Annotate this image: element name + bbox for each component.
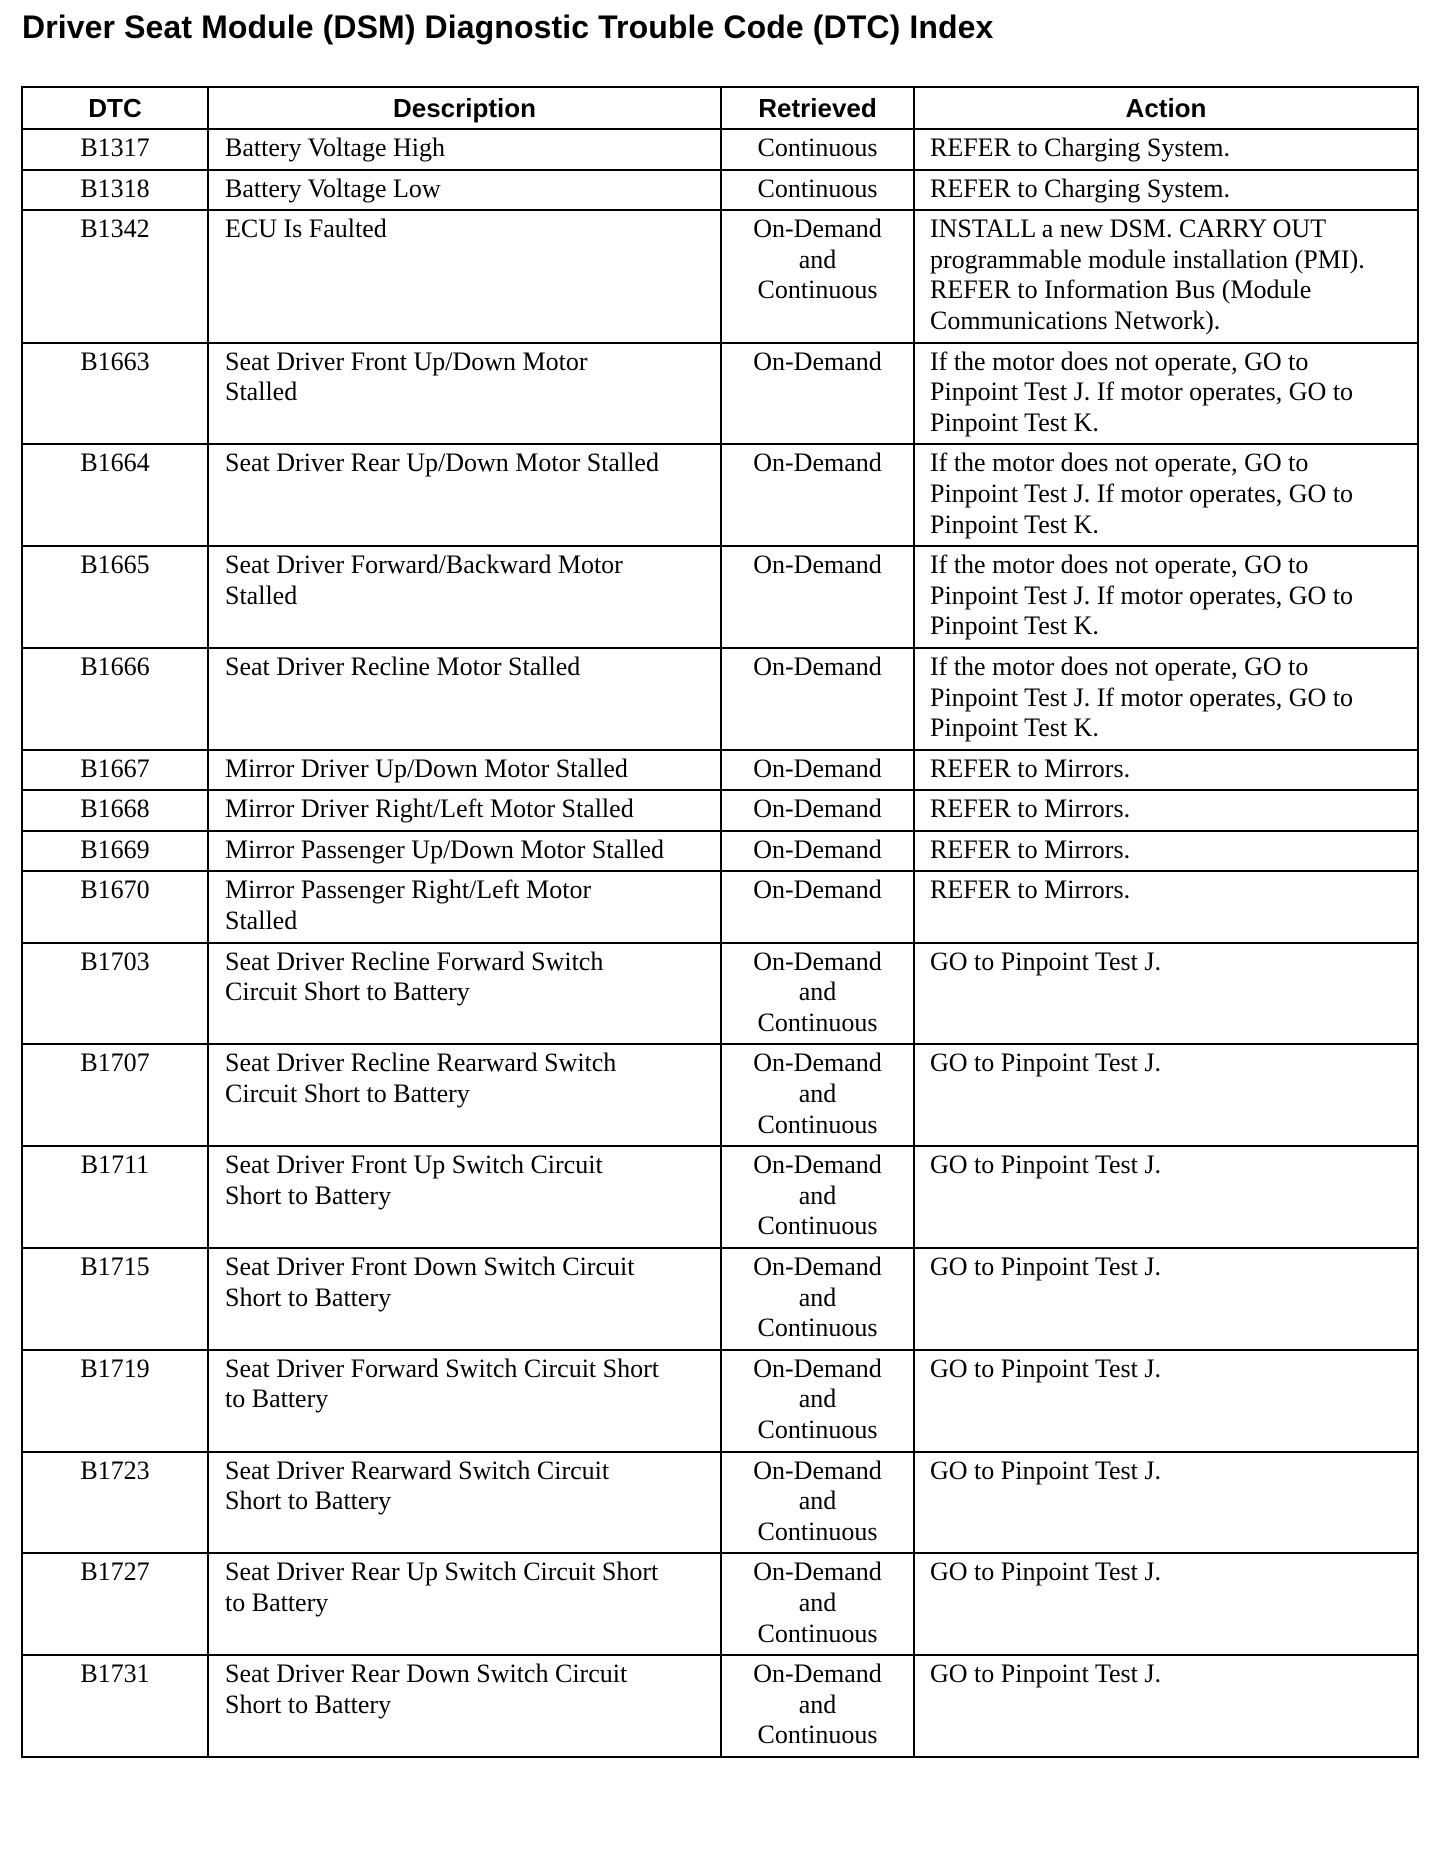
description-line: to Battery xyxy=(225,1587,329,1617)
retrieved-cell xyxy=(721,871,914,942)
action-line: REFER to Mirrors. xyxy=(930,753,1131,783)
description-line: Stalled xyxy=(225,906,298,936)
action-line: GO to Pinpoint Test J. xyxy=(930,946,1162,976)
retrieved-line: Continuous xyxy=(757,1211,878,1241)
retrieved-line: and xyxy=(798,1587,837,1617)
description-cell xyxy=(208,129,721,170)
column-header-retrieved: Retrieved xyxy=(721,87,914,129)
column-header-action: Action xyxy=(914,87,1418,129)
retrieved-line: Continuous xyxy=(757,1516,878,1546)
description-cell xyxy=(208,1044,721,1146)
dtc-code-cell: B1317 xyxy=(22,129,208,170)
description-line: Stalled xyxy=(225,580,298,610)
action-cell xyxy=(914,1655,1418,1757)
dtc-code-cell: B1664 xyxy=(22,444,208,546)
description-cell xyxy=(208,1452,721,1554)
description-line: Mirror Driver Up/Down Motor Stalled xyxy=(225,753,628,783)
description-line: Mirror Passenger Right/Left Motor xyxy=(225,875,592,905)
action-line: GO to Pinpoint Test J. xyxy=(930,1048,1162,1078)
table-row xyxy=(22,210,1418,342)
action-cell xyxy=(914,790,1418,831)
retrieved-line: Continuous xyxy=(757,275,878,305)
action-cell xyxy=(914,1452,1418,1554)
description-cell xyxy=(208,750,721,791)
description-line: Seat Driver Front Up/Down Motor xyxy=(225,346,588,376)
description-line: Seat Driver Forward/Backward Motor xyxy=(225,550,623,580)
action-line: Pinpoint Test J. If motor operates, GO to xyxy=(930,682,1354,712)
action-cell xyxy=(914,129,1418,170)
dtc-code-cell: B1670 xyxy=(22,871,208,942)
retrieved-line: and xyxy=(798,1282,837,1312)
table-row xyxy=(22,1655,1418,1757)
dtc-code-cell: B1731 xyxy=(22,1655,208,1757)
retrieved-line: and xyxy=(798,1079,837,1109)
action-line: Pinpoint Test K. xyxy=(930,509,1099,539)
action-line: GO to Pinpoint Test J. xyxy=(930,1455,1162,1485)
action-line: programmable module installation (PMI). xyxy=(930,244,1365,274)
dtc-code-cell: B1342 xyxy=(22,210,208,342)
column-header-description: Description xyxy=(208,87,721,129)
retrieved-cell xyxy=(721,129,914,170)
column-header-dtc: DTC xyxy=(22,87,208,129)
table-row xyxy=(22,1146,1418,1248)
table-row xyxy=(22,546,1418,648)
description-line: ECU Is Faulted xyxy=(225,214,387,244)
action-line: If the motor does not operate, GO to xyxy=(930,651,1309,681)
action-cell xyxy=(914,170,1418,211)
description-line: Battery Voltage Low xyxy=(225,173,441,203)
action-cell xyxy=(914,750,1418,791)
retrieved-line: On-Demand xyxy=(753,1252,882,1281)
dtc-code-cell: B1669 xyxy=(22,831,208,872)
table-header-row xyxy=(22,87,1418,129)
retrieved-line: Continuous xyxy=(757,1618,878,1648)
description-cell xyxy=(208,871,721,942)
retrieved-line: and xyxy=(798,1180,837,1210)
table-row xyxy=(22,790,1418,831)
retrieved-cell xyxy=(721,1248,914,1350)
description-line: Short to Battery xyxy=(225,1486,392,1516)
table-row xyxy=(22,444,1418,546)
action-cell xyxy=(914,648,1418,750)
retrieved-cell xyxy=(721,343,914,445)
retrieved-line: Continuous xyxy=(757,1109,878,1139)
retrieved-line: On-Demand xyxy=(753,346,882,376)
description-cell xyxy=(208,343,721,445)
action-line: Pinpoint Test K. xyxy=(930,713,1099,743)
description-cell xyxy=(208,648,721,750)
retrieved-cell xyxy=(721,831,914,872)
table-row xyxy=(22,1248,1418,1350)
retrieved-cell xyxy=(721,943,914,1045)
description-cell xyxy=(208,444,721,546)
action-line: Pinpoint Test K. xyxy=(930,611,1099,641)
action-line: GO to Pinpoint Test J. xyxy=(930,1252,1162,1281)
action-cell xyxy=(914,1553,1418,1655)
action-line: REFER to Mirrors. xyxy=(930,794,1131,824)
action-cell xyxy=(914,546,1418,648)
description-line: Circuit Short to Battery xyxy=(225,977,470,1007)
retrieved-line: Continuous xyxy=(757,1414,878,1444)
dtc-code-cell: B1703 xyxy=(22,943,208,1045)
dtc-code-cell: B1723 xyxy=(22,1452,208,1554)
description-cell xyxy=(208,546,721,648)
retrieved-line: Continuous xyxy=(757,173,878,203)
retrieved-line: On-Demand xyxy=(753,1353,882,1383)
table-row xyxy=(22,1452,1418,1554)
retrieved-line: Continuous xyxy=(757,1007,878,1037)
retrieved-cell xyxy=(721,648,914,750)
retrieved-line: On-Demand xyxy=(753,794,882,824)
description-cell xyxy=(208,1655,721,1757)
retrieved-line: Continuous xyxy=(757,1313,878,1343)
action-line: Communications Network). xyxy=(930,305,1221,335)
retrieved-line: and xyxy=(798,1486,837,1516)
action-cell xyxy=(914,1248,1418,1350)
action-cell xyxy=(914,1044,1418,1146)
table-row xyxy=(22,129,1418,170)
action-line: REFER to Mirrors. xyxy=(930,875,1131,905)
action-line: GO to Pinpoint Test J. xyxy=(930,1659,1162,1689)
action-cell xyxy=(914,343,1418,445)
action-line: If the motor does not operate, GO to xyxy=(930,346,1309,376)
action-cell xyxy=(914,1146,1418,1248)
retrieved-line: On-Demand xyxy=(753,1659,882,1689)
description-line: Mirror Driver Right/Left Motor Stalled xyxy=(225,794,634,824)
retrieved-line: On-Demand xyxy=(753,214,882,244)
retrieved-line: and xyxy=(798,1384,837,1414)
dtc-code-cell: B1665 xyxy=(22,546,208,648)
table-row xyxy=(22,648,1418,750)
retrieved-line: and xyxy=(798,1689,837,1719)
dtc-code-cell: B1719 xyxy=(22,1350,208,1452)
retrieved-cell xyxy=(721,1044,914,1146)
description-line: Seat Driver Rear Up Switch Circuit Short xyxy=(225,1557,659,1587)
table-row xyxy=(22,831,1418,872)
description-line: Seat Driver Recline Forward Switch xyxy=(225,946,604,976)
description-cell xyxy=(208,831,721,872)
retrieved-line: Continuous xyxy=(757,1720,878,1750)
action-line: REFER to Mirrors. xyxy=(930,834,1131,864)
dtc-code-cell: B1318 xyxy=(22,170,208,211)
description-cell xyxy=(208,210,721,342)
dtc-code-cell: B1663 xyxy=(22,343,208,445)
action-line: Pinpoint Test J. If motor operates, GO to xyxy=(930,377,1354,407)
description-cell xyxy=(208,170,721,211)
action-line: Pinpoint Test J. If motor operates, GO to xyxy=(930,580,1354,610)
action-line: GO to Pinpoint Test J. xyxy=(930,1557,1162,1587)
page-title: Driver Seat Module (DSM) Diagnostic Trouble Code (DTC) Index xyxy=(22,9,994,45)
description-line: Short to Battery xyxy=(225,1282,392,1312)
table-row xyxy=(22,871,1418,942)
dtc-code-cell: B1667 xyxy=(22,750,208,791)
retrieved-line: On-Demand xyxy=(753,875,882,905)
retrieved-line: On-Demand xyxy=(753,448,882,478)
retrieved-line: On-Demand xyxy=(753,834,882,864)
action-line: INSTALL a new DSM. CARRY OUT xyxy=(930,214,1327,244)
table-row xyxy=(22,343,1418,445)
table-row xyxy=(22,750,1418,791)
retrieved-line: Continuous xyxy=(757,133,878,162)
description-line: Seat Driver Recline Rearward Switch xyxy=(225,1048,617,1078)
table-row xyxy=(22,170,1418,211)
description-line: Short to Battery xyxy=(225,1689,392,1719)
retrieved-cell xyxy=(721,1452,914,1554)
description-cell xyxy=(208,943,721,1045)
retrieved-line: On-Demand xyxy=(753,1455,882,1485)
dtc-code-cell: B1711 xyxy=(22,1146,208,1248)
table-row xyxy=(22,943,1418,1045)
action-line: REFER to Information Bus (Module xyxy=(930,275,1312,305)
action-line: GO to Pinpoint Test J. xyxy=(930,1150,1162,1180)
retrieved-cell xyxy=(721,444,914,546)
action-cell xyxy=(914,444,1418,546)
retrieved-cell xyxy=(721,546,914,648)
dtc-code-cell: B1707 xyxy=(22,1044,208,1146)
description-line: Seat Driver Rear Down Switch Circuit xyxy=(225,1659,628,1689)
description-line: Seat Driver Recline Motor Stalled xyxy=(225,651,581,681)
dtc-code-cell: B1715 xyxy=(22,1248,208,1350)
retrieved-line: On-Demand xyxy=(753,1048,882,1078)
description-line: Seat Driver Front Up Switch Circuit xyxy=(225,1150,603,1180)
retrieved-cell xyxy=(721,210,914,342)
action-cell xyxy=(914,210,1418,342)
action-cell xyxy=(914,871,1418,942)
table-row xyxy=(22,1044,1418,1146)
table-row xyxy=(22,1553,1418,1655)
retrieved-line: On-Demand xyxy=(753,753,882,783)
action-line: If the motor does not operate, GO to xyxy=(930,448,1309,478)
description-line: Seat Driver Forward Switch Circuit Short xyxy=(225,1353,659,1383)
retrieved-line: and xyxy=(798,977,837,1007)
description-line: to Battery xyxy=(225,1384,329,1414)
action-line: Pinpoint Test K. xyxy=(930,407,1099,437)
retrieved-cell xyxy=(721,1146,914,1248)
dtc-code-cell: B1727 xyxy=(22,1553,208,1655)
action-cell xyxy=(914,831,1418,872)
description-line: Seat Driver Rear Up/Down Motor Stalled xyxy=(225,448,659,478)
description-line: Stalled xyxy=(225,377,298,407)
retrieved-cell xyxy=(721,1655,914,1757)
dtc-code-cell: B1666 xyxy=(22,648,208,750)
retrieved-cell xyxy=(721,1350,914,1452)
description-line: Circuit Short to Battery xyxy=(225,1079,470,1109)
action-line: Pinpoint Test J. If motor operates, GO to xyxy=(930,478,1354,508)
description-line: Short to Battery xyxy=(225,1180,392,1210)
table-row xyxy=(22,1350,1418,1452)
description-cell xyxy=(208,1350,721,1452)
dtc-code-cell: B1668 xyxy=(22,790,208,831)
description-line: Seat Driver Front Down Switch Circuit xyxy=(225,1252,635,1281)
description-cell xyxy=(208,790,721,831)
action-line: REFER to Charging System. xyxy=(930,133,1230,162)
action-line: REFER to Charging System. xyxy=(930,173,1230,203)
table-body xyxy=(22,129,1418,1757)
action-cell xyxy=(914,943,1418,1045)
retrieved-line: On-Demand xyxy=(753,651,882,681)
retrieved-line: On-Demand xyxy=(753,550,882,580)
retrieved-cell xyxy=(721,1553,914,1655)
retrieved-line: and xyxy=(798,244,837,274)
action-cell xyxy=(914,1350,1418,1452)
description-line: Mirror Passenger Up/Down Motor Stalled xyxy=(225,834,665,864)
description-cell xyxy=(208,1248,721,1350)
action-line: If the motor does not operate, GO to xyxy=(930,550,1309,580)
retrieved-cell xyxy=(721,750,914,791)
description-line: Battery Voltage High xyxy=(225,133,446,162)
retrieved-line: On-Demand xyxy=(753,1557,882,1587)
action-line: GO to Pinpoint Test J. xyxy=(930,1353,1162,1383)
description-line: Seat Driver Rearward Switch Circuit xyxy=(225,1455,610,1485)
retrieved-cell xyxy=(721,170,914,211)
description-cell xyxy=(208,1553,721,1655)
retrieved-cell xyxy=(721,790,914,831)
description-cell xyxy=(208,1146,721,1248)
dtc-index-table xyxy=(21,86,1419,1758)
retrieved-line: On-Demand xyxy=(753,946,882,976)
retrieved-line: On-Demand xyxy=(753,1150,882,1180)
